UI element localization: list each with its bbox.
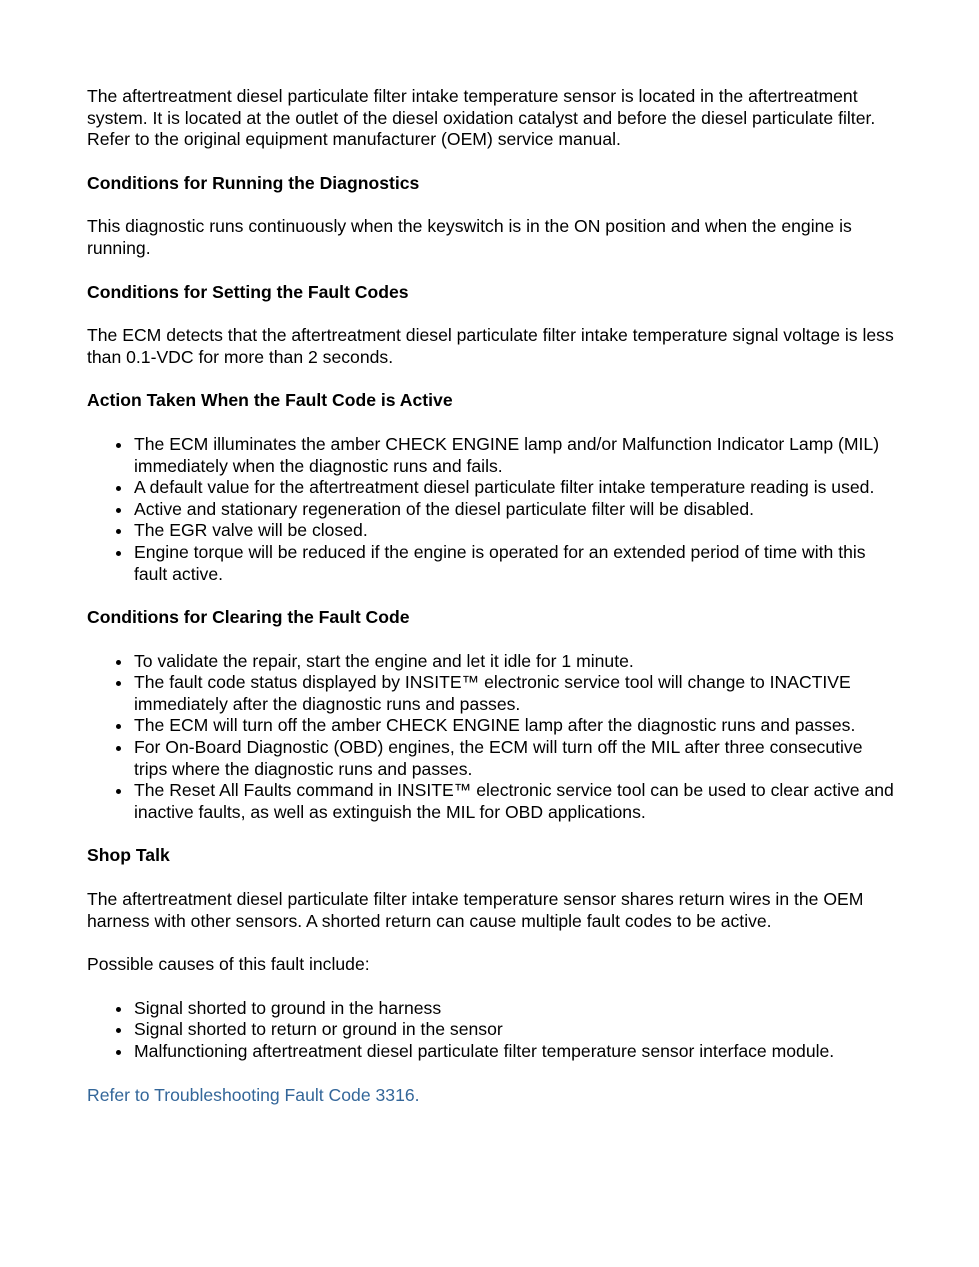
action-taken-list [87, 434, 897, 585]
document-page [87, 86, 897, 1128]
heading-clearing-fault-code: Conditions for Clearing the Fault Code [87, 607, 410, 628]
list-item: Signal shorted to return or ground in the sensor [134, 1019, 897, 1041]
list-item: To validate the repair, start the engine and let it idle for 1 minute. [134, 651, 897, 673]
list-item: The ECM illuminates the amber CHECK ENGINE lamp and/or Malfunction Indicator Lamp (MIL) immediately when the diagnostic runs and fails. [134, 434, 897, 477]
list-item: The fault code status displayed by INSITE™ electronic service tool will change to INACTIVE immediately after the diagnostic runs and passes. [134, 672, 897, 715]
list-item: Active and stationary regeneration of the diesel particulate filter will be disabled. [134, 499, 897, 521]
heading-shop-talk: Shop Talk [87, 845, 170, 866]
possible-causes-intro: Possible causes of this fault include: [87, 954, 370, 975]
possible-causes-list [87, 998, 897, 1063]
list-item: The Reset All Faults command in INSITE™ electronic service tool can be used to clear active and inactive faults, as well as extinguish the MIL for OBD applications. [134, 780, 897, 823]
heading-setting-fault-codes: Conditions for Setting the Fault Codes [87, 281, 409, 302]
list-item: The ECM will turn off the amber CHECK ENGINE lamp after the diagnostic runs and passes. [134, 715, 897, 737]
troubleshooting-link[interactable]: Refer to Troubleshooting Fault Code 3316. [87, 1084, 420, 1105]
list-item: For On-Board Diagnostic (OBD) engines, the ECM will turn off the MIL after three consecutive trips where the diagnostic runs and passes. [134, 737, 897, 780]
running-diagnostics-text: This diagnostic runs continuously when the keyswitch is in the ON position and when the engine is running. [87, 216, 852, 258]
list-item: Engine torque will be reduced if the engine is operated for an extended period of time with this fault active. [134, 542, 897, 585]
intro-paragraph: The aftertreatment diesel particulate filter intake temperature sensor is located in the aftertreatment system. It is located at the outlet of the diesel oxidation catalyst and before the diesel particulate filter. Refer to the original equipment manufacturer (OEM) service manual. [87, 86, 876, 150]
heading-action-taken: Action Taken When the Fault Code is Active [87, 390, 453, 411]
list-item: Signal shorted to ground in the harness [134, 998, 897, 1020]
list-item: A default value for the aftertreatment diesel particulate filter intake temperature reading is used. [134, 477, 897, 499]
setting-fault-codes-text: The ECM detects that the aftertreatment diesel particulate filter intake temperature signal voltage is less than 0.1-VDC for more than 2 seconds. [87, 325, 894, 367]
heading-running-diagnostics: Conditions for Running the Diagnostics [87, 172, 420, 193]
shop-talk-text: The aftertreatment diesel particulate filter intake temperature sensor shares return wires in the OEM harness with other sensors. A shorted return can cause multiple fault codes to be active. [87, 889, 864, 931]
list-item: The EGR valve will be closed. [134, 520, 897, 542]
clearing-fault-code-list [87, 651, 897, 824]
list-item: Malfunctioning aftertreatment diesel particulate filter temperature sensor interface module. [134, 1041, 897, 1063]
